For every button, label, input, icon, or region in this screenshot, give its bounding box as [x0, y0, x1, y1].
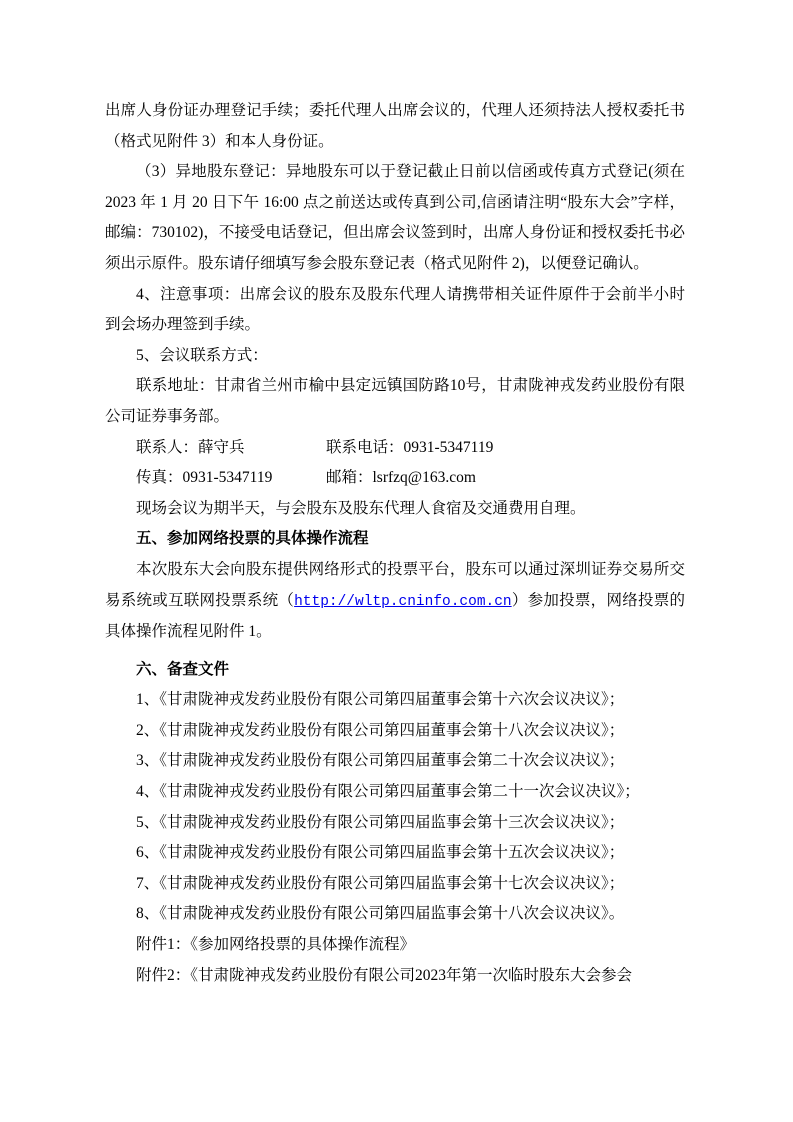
section-five-heading: 五、参加网络投票的具体操作流程 — [136, 530, 369, 548]
contact-person-label: 联系人：薛守兵 — [136, 438, 245, 456]
reference-document-item: 6、《甘肃陇神戎发药业股份有限公司第四届监事会第十五次会议决议》； — [136, 844, 625, 862]
reference-document-item: 4、《甘肃陇神戎发药业股份有限公司第四届董事会第二十一次会议决议》； — [136, 783, 640, 801]
section-six-heading: 六、备查文件 — [136, 660, 230, 678]
reference-document-item: 5、《甘肃陇神戎发药业股份有限公司第四届监事会第十三次会议决议》； — [136, 813, 625, 831]
paragraph-contact-address: 联系地址：甘肃省兰州市榆中县定远镇国防路10号，甘肃陇神戎发药业股份有限公司证券事务部。 — [105, 377, 685, 425]
paragraph-meeting-duration: 现场会议为期半天，与会股东及股东代理人食宿及交通费用自理。 — [136, 499, 586, 517]
reference-document-item: 1、《甘肃陇神戎发药业股份有限公司第四届董事会第十六次会议决议》； — [136, 691, 625, 709]
contact-row-person — [105, 433, 685, 464]
reference-document-item: 3、《甘肃陇神戎发药业股份有限公司第四届董事会第二十次会议决议》； — [136, 752, 625, 770]
contact-row-fax-email — [105, 463, 685, 494]
online-voting-text-after-link: ）参加投票，网络投票的具体操作流程见附件 1。 — [105, 591, 685, 641]
attachment-line-1: 附件1：《参加网络投票的具体操作流程》 — [136, 936, 416, 954]
contact-phone-label: 联系电话：0931-5347119 — [326, 438, 494, 456]
reference-document-item: 2、《甘肃陇神戎发药业股份有限公司第四届董事会第十八次会议决议》； — [136, 721, 625, 739]
contact-fax-label: 传真：0931-5347119 — [136, 469, 273, 487]
online-voting-text-before-link: 本次股东大会向股东提供网络形式的投票平台，股东可以通过深圳证券交易所交易系统或互联网投票系统（ — [105, 560, 685, 609]
contact-email-label: 邮箱：lsrfzq@163.com — [326, 469, 476, 487]
reference-document-item: 7、《甘肃陇神戎发药业股份有限公司第四届监事会第十七次会议决议》； — [136, 874, 625, 892]
paragraph-carryover: 出席人身份证办理登记手续；委托代理人出席会议的，代理人还须持法人授权委托书（格式见附件 3）和本人身份证。 — [105, 102, 685, 150]
attachment-line-2: 附件2：《甘肃陇神戎发药业股份有限公司2023年第一次临时股东大会参会 — [136, 966, 633, 984]
reference-document-item: 8、《甘肃陇神戎发药业股份有限公司第四届监事会第十八次会议决议》。 — [136, 905, 625, 923]
paragraph-notes: 4、注意事项：出席会议的股东及股东代理人请携带相关证件原件于会前半小时到会场办理签到手续。 — [105, 285, 685, 334]
paragraph-online-voting — [105, 555, 685, 648]
voting-system-link[interactable]: http://wltp.cninfo.com.cn — [294, 593, 512, 610]
paragraph-offsite-registration: （3）异地股东登记：异地股东可以于登记截止日前以信函或传真方式登记(须在 2023 年 1 月 20 日下午 16:00 点之前送达或传真到公司,信函请注明“股东大会”字样，邮编：730102)，不接受电话登记，但出席会议签到时，出席人身份证和授权委托书必须出示原件。股东请仔细填写参会股东登记表（格式见附件 2)，以便登记确认。 — [105, 163, 685, 272]
paragraph-contact-method: 5、会议联系方式： — [136, 346, 268, 364]
